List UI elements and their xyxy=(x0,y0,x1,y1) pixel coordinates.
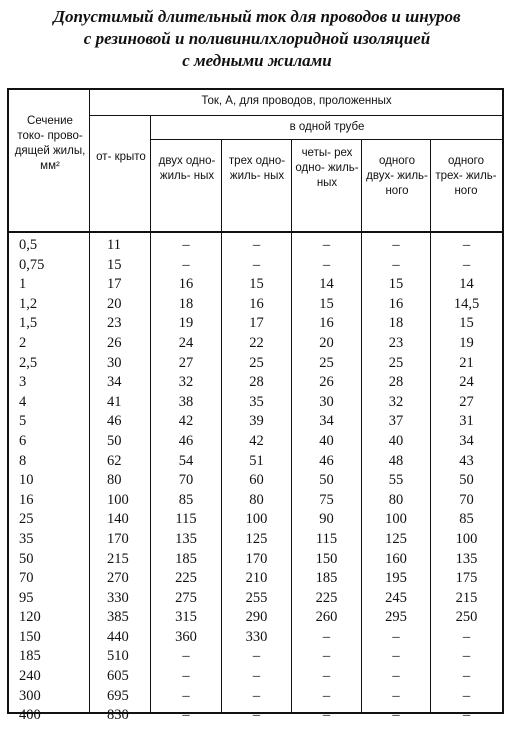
column-section xyxy=(19,236,79,726)
table-cell: 15 xyxy=(459,315,474,332)
table-cell: 46 xyxy=(178,432,194,449)
table-cell: 27 xyxy=(459,393,474,410)
table-cell: 26 xyxy=(319,374,334,391)
table-cell: 40 xyxy=(388,432,404,449)
table-cell: 19 xyxy=(178,315,194,332)
table-cell: 150 xyxy=(315,550,338,567)
table-cell: 830 xyxy=(107,707,129,724)
table-cell: 8 xyxy=(19,452,27,469)
table-cell: – xyxy=(182,687,190,704)
table-cell: 250 xyxy=(455,609,478,626)
table-cell: – xyxy=(462,256,471,273)
table-cell: 25 xyxy=(19,511,34,528)
table-cell: – xyxy=(322,256,331,273)
table-cell: 17 xyxy=(107,276,122,293)
table-cell: 23 xyxy=(107,315,122,332)
table-cell: 62 xyxy=(107,452,122,469)
table-cell: 60 xyxy=(249,472,264,489)
table-cell: 10 xyxy=(19,472,34,489)
column-one-three-core xyxy=(431,236,502,726)
table-cell: 32 xyxy=(388,393,404,410)
table-cell: 185 xyxy=(19,648,41,665)
table-cell: 16 xyxy=(19,491,34,508)
table-cell: 225 xyxy=(175,570,197,587)
table-cell: 140 xyxy=(107,511,129,528)
table-cell: 35 xyxy=(249,393,264,410)
table-cell: – xyxy=(392,707,400,724)
table-cell: 34 xyxy=(107,374,122,391)
table-cell: 26 xyxy=(107,334,122,351)
table-cell: – xyxy=(182,237,190,253)
table-cell: 150 xyxy=(19,628,41,645)
table-cell: – xyxy=(322,237,331,253)
header-current-group: Ток, А, для проводов, проложенных xyxy=(201,95,392,107)
table-cell: 95 xyxy=(19,589,34,606)
table-cell: 125 xyxy=(385,530,407,547)
table-cell: 70 xyxy=(19,570,34,587)
table-cell: 31 xyxy=(459,413,474,430)
column-four-single-core xyxy=(292,236,361,726)
table-cell: 225 xyxy=(315,589,338,606)
table-cell: 245 xyxy=(385,589,407,606)
table-cell: 100 xyxy=(107,491,129,508)
table-cell: 2,5 xyxy=(19,354,38,371)
table-cell: – xyxy=(462,707,471,724)
table-cell: – xyxy=(322,687,331,704)
table-cell: 115 xyxy=(175,511,197,528)
table-cell: 1 xyxy=(19,276,27,293)
table-cell: 510 xyxy=(107,648,129,665)
table-cell: 4 xyxy=(19,393,27,410)
table-cell: – xyxy=(252,687,261,704)
table-cell: 17 xyxy=(249,315,264,332)
table-cell: – xyxy=(462,668,471,685)
table-cell: 35 xyxy=(19,530,34,547)
grid-line xyxy=(89,115,502,116)
title-line-3: с медными жилами xyxy=(182,51,332,70)
table-cell: – xyxy=(462,628,471,645)
table-cell: 24 xyxy=(459,374,474,391)
table-cell: 275 xyxy=(175,589,197,606)
table-cell: 605 xyxy=(107,668,129,685)
table-cell: 115 xyxy=(315,530,338,547)
table-cell: 260 xyxy=(315,609,338,626)
table-cell: 80 xyxy=(388,491,404,508)
table-cell: 400 xyxy=(19,707,41,724)
table-cell: 1,5 xyxy=(19,315,38,332)
table-cell: – xyxy=(392,256,400,273)
table-cell: – xyxy=(392,628,400,645)
table-cell: – xyxy=(392,237,400,253)
table-cell: 30 xyxy=(319,393,334,410)
table-cell: 120 xyxy=(19,609,41,626)
table-cell: 0,75 xyxy=(19,256,45,273)
table-cell: 16 xyxy=(388,295,404,312)
page-title xyxy=(0,6,514,72)
table-cell: 210 xyxy=(245,570,268,587)
table-cell: 41 xyxy=(107,393,122,410)
table-cell: 1,2 xyxy=(19,295,38,312)
table-cell: 3 xyxy=(19,374,27,391)
table-cell: 23 xyxy=(388,334,404,351)
header-two-single-core: двух одно- жиль- ных xyxy=(158,155,216,182)
table-cell: 255 xyxy=(245,589,268,606)
table-cell: 50 xyxy=(459,472,474,489)
table-cell: 54 xyxy=(178,452,194,469)
table-cell: 51 xyxy=(249,452,264,469)
table-cell: – xyxy=(322,648,331,665)
table-cell: – xyxy=(252,237,261,253)
table-cell: 18 xyxy=(388,315,404,332)
table-cell: 21 xyxy=(459,354,474,371)
current-table xyxy=(7,88,504,724)
table-cell: – xyxy=(322,707,331,724)
header-one-two-core: одного двух- жиль- ного xyxy=(366,155,428,197)
table-cell: 16 xyxy=(178,276,194,293)
table-cell: 85 xyxy=(459,511,474,528)
table-cell: – xyxy=(182,668,190,685)
table-cell: 80 xyxy=(107,472,122,489)
table-cell: 32 xyxy=(178,374,194,391)
table-cell: 215 xyxy=(107,550,129,567)
table-cell: – xyxy=(322,628,331,645)
table-cell: 15 xyxy=(107,256,122,273)
table-cell: 39 xyxy=(249,413,264,430)
table-cell: 38 xyxy=(178,393,194,410)
grid-line xyxy=(9,231,502,233)
table-cell: 185 xyxy=(175,550,197,567)
table-cell: 100 xyxy=(385,511,407,528)
column-open xyxy=(107,236,149,726)
table-cell: 215 xyxy=(455,589,478,606)
table-cell: 16 xyxy=(249,295,264,312)
table-cell: 40 xyxy=(319,432,334,449)
header-four-single-core: четы- рех одно- жиль- ных xyxy=(295,147,359,189)
table-cell: 170 xyxy=(245,550,268,567)
column-three-single-core xyxy=(222,236,291,726)
grid-line xyxy=(150,139,502,140)
table-cell: 25 xyxy=(388,354,404,371)
table-cell: – xyxy=(462,237,471,253)
table-cell: 300 xyxy=(19,687,41,704)
header-three-single-core: трех одно- жиль- ных xyxy=(228,155,286,182)
table-cell: 135 xyxy=(175,530,197,547)
table-cell: – xyxy=(462,648,471,665)
table-cell: 75 xyxy=(319,491,334,508)
table-cell: 22 xyxy=(249,334,264,351)
table-cell: 135 xyxy=(455,550,478,567)
table-cell: 695 xyxy=(107,687,129,704)
table-cell: 42 xyxy=(249,432,264,449)
table-cell: 15 xyxy=(319,295,334,312)
table-cell: 330 xyxy=(245,628,268,645)
column-two-single-core xyxy=(151,236,221,726)
table-cell: 24 xyxy=(178,334,194,351)
table-cell: 50 xyxy=(19,550,34,567)
table-cell: 37 xyxy=(388,413,404,430)
table-cell: – xyxy=(182,256,190,273)
table-cell: 48 xyxy=(388,452,404,469)
table-cell: – xyxy=(182,707,190,724)
table-cell: – xyxy=(322,668,331,685)
table-cell: 16 xyxy=(319,315,334,332)
table-cell: 290 xyxy=(245,609,268,626)
table-cell: – xyxy=(252,668,261,685)
table-cell: 34 xyxy=(459,432,474,449)
table-cell: 70 xyxy=(459,491,474,508)
table-cell: 440 xyxy=(107,628,129,645)
table-cell: 14 xyxy=(459,276,474,293)
table-cell: – xyxy=(392,648,400,665)
table-cell: – xyxy=(252,256,261,273)
table-cell: 15 xyxy=(249,276,264,293)
table-cell: 50 xyxy=(319,472,334,489)
table-cell: 15 xyxy=(388,276,404,293)
title-line-1: Допустимый длительный ток для проводов и шнуров xyxy=(53,7,461,26)
table-cell: – xyxy=(392,668,400,685)
table-cell: 80 xyxy=(249,491,264,508)
table-cell: 25 xyxy=(319,354,334,371)
table-cell: 14 xyxy=(319,276,334,293)
table-cell: 30 xyxy=(107,354,122,371)
table-cell: 330 xyxy=(107,589,129,606)
table-cell: 43 xyxy=(459,452,474,469)
table-cell: 170 xyxy=(107,530,129,547)
table-cell: 125 xyxy=(245,530,268,547)
table-cell: 46 xyxy=(319,452,334,469)
table-cell: 70 xyxy=(178,472,194,489)
table-cell: 14,5 xyxy=(453,295,480,312)
table-cell: – xyxy=(182,648,190,665)
header-one-three-core: одного трех- жиль- ного xyxy=(435,155,497,197)
table-cell: 100 xyxy=(245,511,268,528)
table-cell: 28 xyxy=(249,374,264,391)
table-cell: – xyxy=(462,687,471,704)
table-cell: – xyxy=(252,648,261,665)
table-cell: 195 xyxy=(385,570,407,587)
table-cell: 34 xyxy=(319,413,334,430)
title-line-2: с резиновой и поливинилхлоридной изоляцией xyxy=(83,29,431,48)
table-cell: 11 xyxy=(107,237,121,253)
table-cell: 160 xyxy=(385,550,407,567)
table-cell: 90 xyxy=(319,511,334,528)
header-in-one-pipe: в одной трубе xyxy=(289,121,365,133)
table-cell: 18 xyxy=(178,295,194,312)
table-cell: 270 xyxy=(107,570,129,587)
table-cell: 42 xyxy=(178,413,194,430)
grid-line xyxy=(89,90,90,712)
table-cell: 85 xyxy=(178,491,194,508)
table-cell: 50 xyxy=(107,432,122,449)
table-cell: 385 xyxy=(107,609,129,626)
table-cell: 100 xyxy=(455,530,478,547)
table-cell: 46 xyxy=(107,413,122,430)
table-cell: 0,5 xyxy=(19,237,38,253)
table-cell: 360 xyxy=(175,628,197,645)
table-cell: 185 xyxy=(315,570,338,587)
table-cell: 27 xyxy=(178,354,194,371)
table-cell: 55 xyxy=(388,472,404,489)
header-section: Сечение токо- прово- дящей жилы, мм² xyxy=(14,115,86,172)
table-cell: 25 xyxy=(249,354,264,371)
table-cell: 295 xyxy=(385,609,407,626)
table-cell: 2 xyxy=(19,334,27,351)
table-cell: 315 xyxy=(175,609,197,626)
table-cell: 240 xyxy=(19,668,41,685)
table-cell: 19 xyxy=(459,334,474,351)
table-cell: 28 xyxy=(388,374,404,391)
header-open: от- крыто xyxy=(96,151,146,163)
table-cell: – xyxy=(252,707,261,724)
column-one-two-core xyxy=(362,236,430,726)
table-cell: 20 xyxy=(107,295,122,312)
table-cell: 6 xyxy=(19,432,27,449)
table-cell: – xyxy=(392,687,400,704)
table-cell: 5 xyxy=(19,413,27,430)
table-cell: 20 xyxy=(319,334,334,351)
table-cell: 175 xyxy=(455,570,478,587)
